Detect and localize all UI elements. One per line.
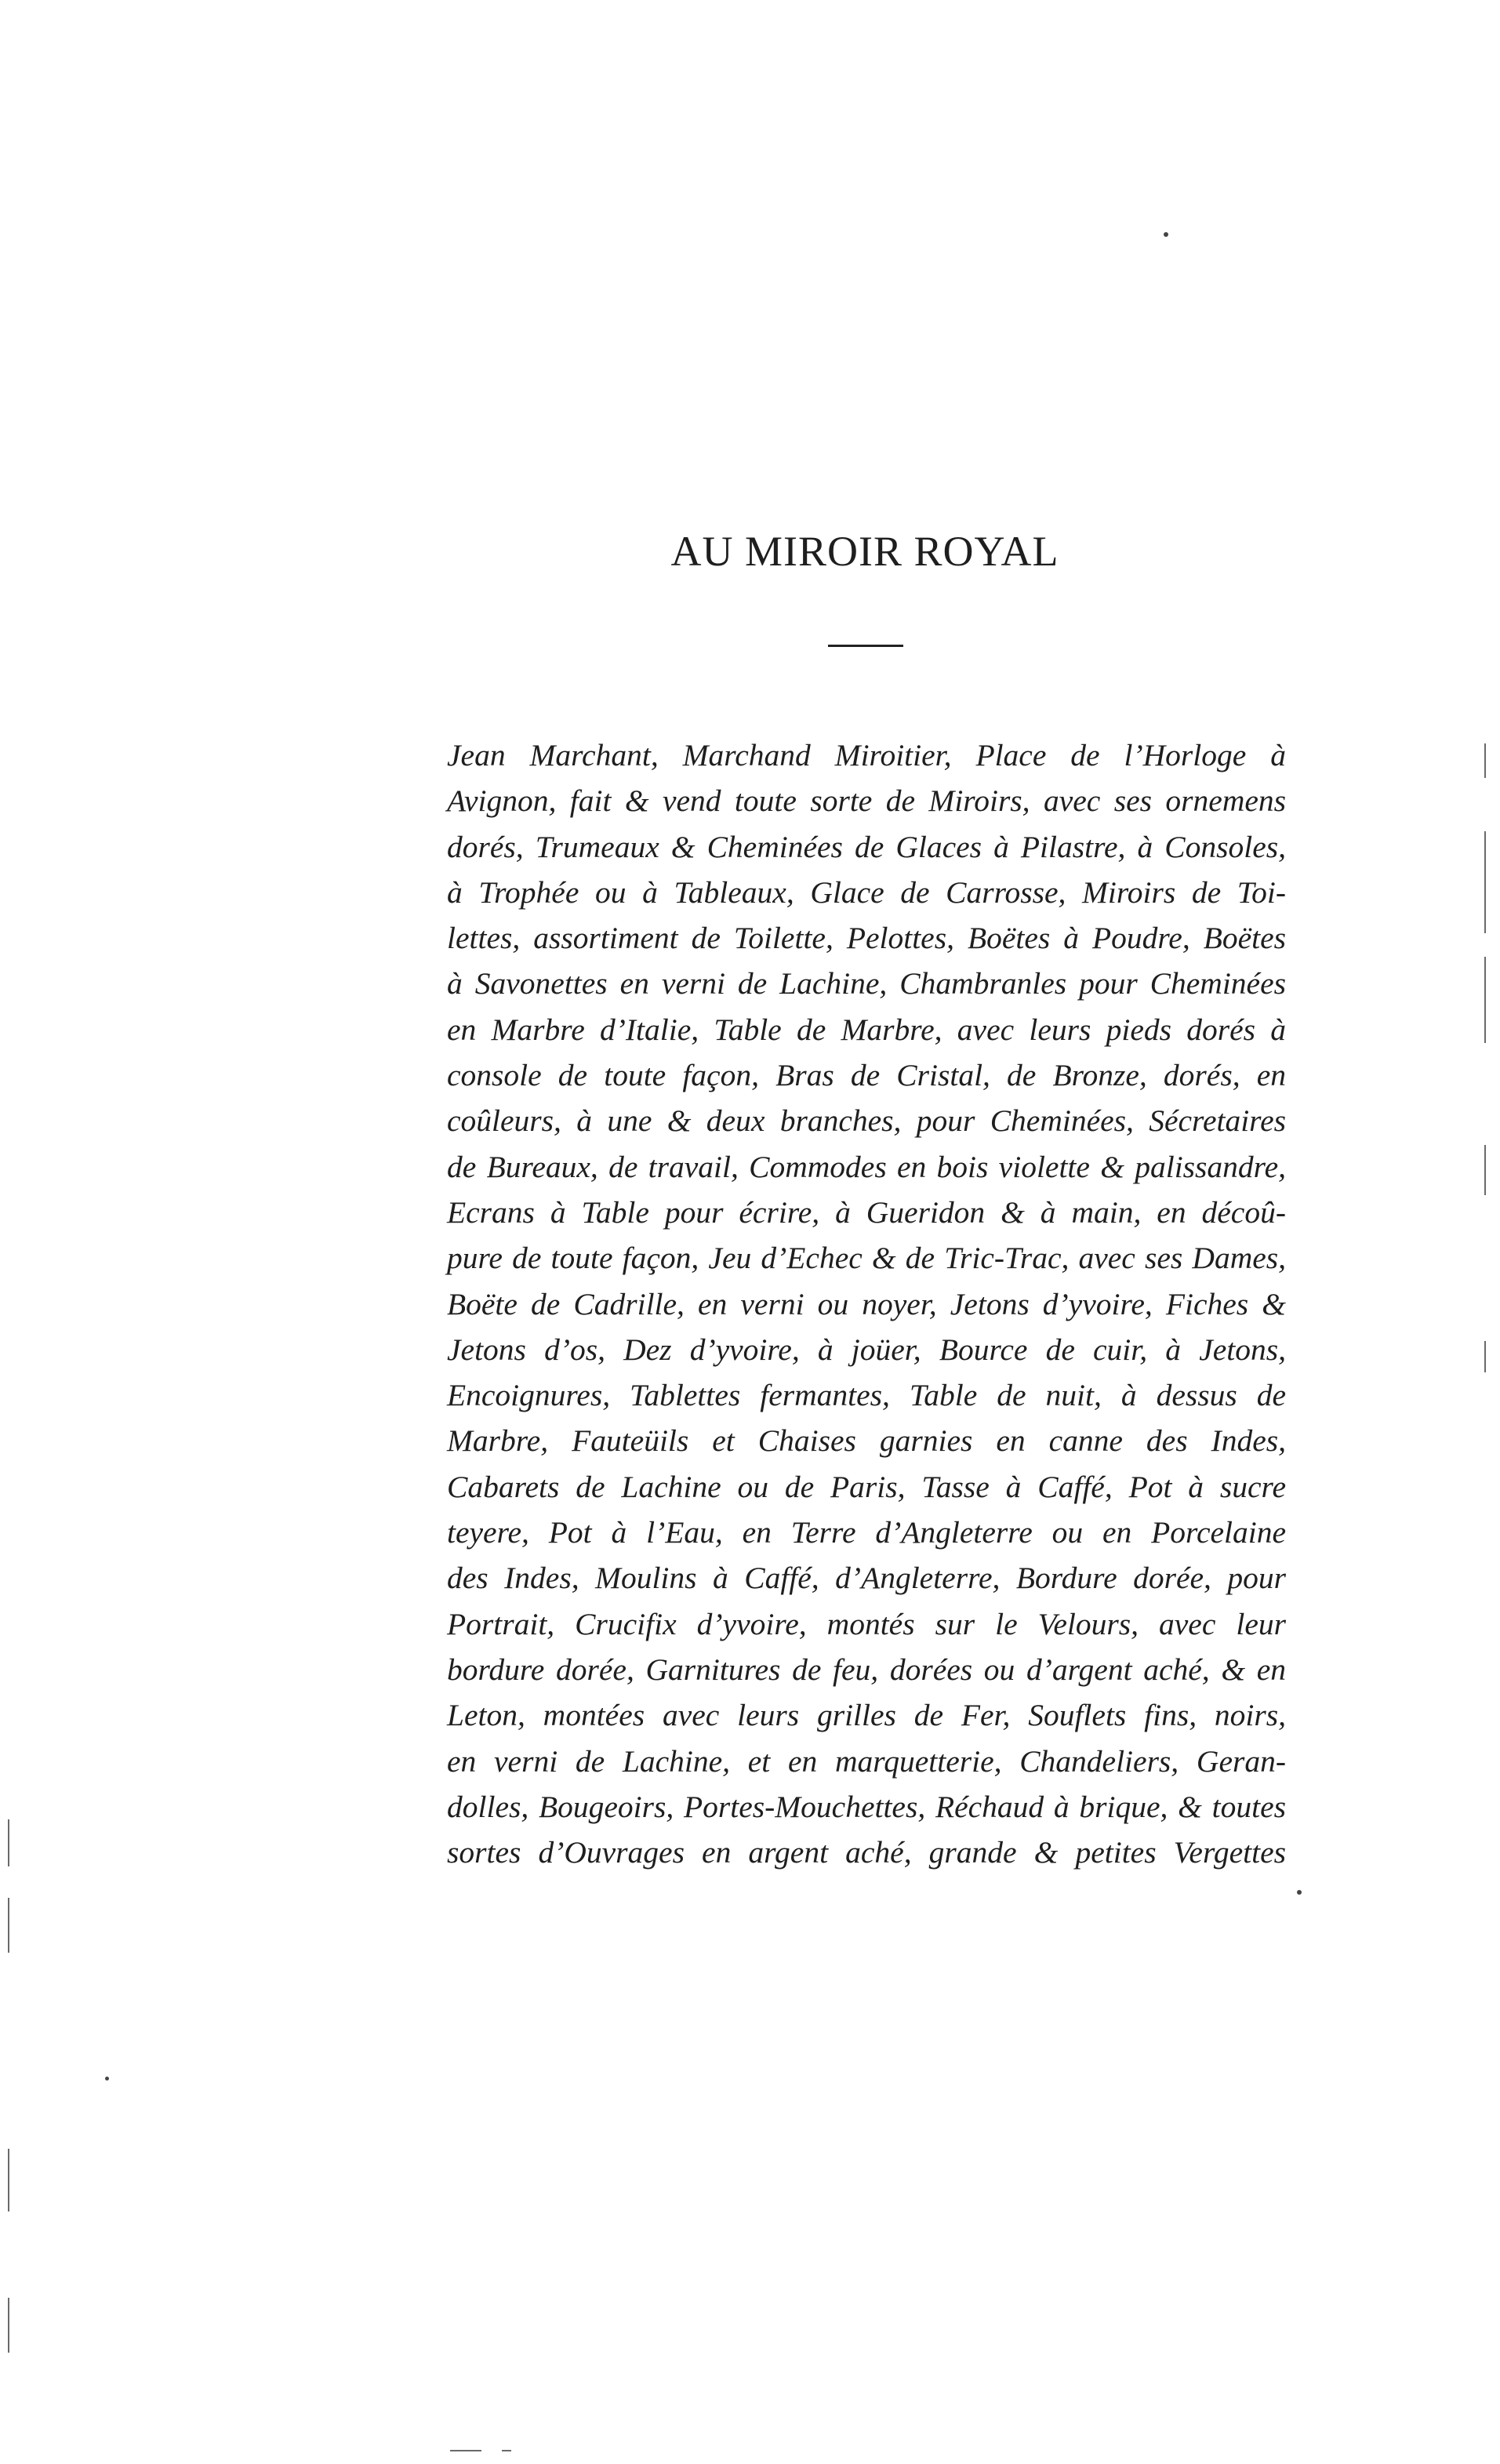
text-line: sortes d’Ouvrages en argent aché, grande & petites Vergettes [447, 1835, 1286, 1870]
scan-mark [1484, 743, 1486, 778]
text-line: dorés, Trumeaux & Cheminées de Glaces à Pilastre, à Consoles, [447, 829, 1286, 864]
scan-dot [105, 2077, 109, 2081]
text-line: Marbre, Fauteüils et Chaises garnies en canne des Indes, [447, 1423, 1286, 1459]
text-line: Ecrans à Table pour écrire, à Gueridon & à main, en décoû- [447, 1194, 1286, 1230]
text-line: en verni de Lachine, et en marquetterie, Chandeliers, Geran- [447, 1743, 1286, 1779]
text-line: à Trophée ou à Tableaux, Glace de Carrosse, Miroirs de Toi- [447, 874, 1286, 910]
page-title: AU MIROIR ROYAL [670, 528, 1059, 575]
text-line: de Bureaux, de travail, Commodes en bois violette & palissandre, [447, 1149, 1286, 1184]
text-line: Jean Marchant, Marchand Miroitier, Place de l’Horloge à [447, 738, 1286, 772]
text-line: Portrait, Crucifix d’yvoire, montés sur le Velours, avec leur [447, 1606, 1286, 1641]
text-line: Boëte de Cadrille, en verni ou noyer, Jetons d’yvoire, Fiches & [447, 1286, 1286, 1321]
text-line: lettes, assortiment de Toilette, Pelottes, Boëtes à Poudre, Boëtes [447, 921, 1286, 956]
text-line: bordure dorée, Garnitures de feu, dorées ou d’argent aché, & en [447, 1652, 1286, 1687]
scan-mark [502, 2450, 511, 2451]
scan-mark [8, 2149, 9, 2211]
scan-mark [8, 1898, 9, 1953]
scan-mark [1484, 1145, 1486, 1195]
text-line: dolles, Bougeoirs, Portes-Mouchettes, Réchaud à brique, & toutes [447, 1789, 1286, 1824]
text-line: Jetons d’os, Dez d’yvoire, à joüer, Bource de cuir, à Jetons, [447, 1332, 1286, 1367]
text-line: Leton, montées avec leurs grilles de Fer, Souflets fins, noirs, [447, 1698, 1286, 1733]
text-line: Avignon, fait & vend toute sorte de Miroirs, avec ses ornemens [447, 783, 1286, 819]
scan-mark [8, 2298, 9, 2353]
text-line: console de toute façon, Bras de Cristal, de Bronze, dorés, en [447, 1058, 1286, 1093]
text-line: Cabarets de Lachine ou de Paris, Tasse à Caffé, Pot à sucre [447, 1469, 1286, 1504]
scan-mark [1484, 831, 1486, 933]
scan-dot [1297, 1890, 1302, 1895]
text-line: pure de toute façon, Jeu d’Echec & de Tric-Trac, avec ses Dames, [447, 1241, 1286, 1276]
text-line: à Savonettes en verni de Lachine, Chambranles pour Cheminées [447, 966, 1286, 1001]
text-line: Encoignures, Tablettes fermantes, Table de nuit, à dessus de [447, 1378, 1286, 1413]
text-line: teyere, Pot à l’Eau, en Terre d’Angleterre ou en Porcelaine [447, 1515, 1286, 1550]
text-line: en Marbre d’Italie, Table de Marbre, avec leurs pieds dorés à [447, 1012, 1286, 1047]
scan-mark [8, 1819, 9, 1866]
title-divider [828, 645, 903, 647]
text-line: des Indes, Moulins à Caffé, d’Angleterre, Bordure dorée, pour [447, 1561, 1286, 1596]
text-line: coûleurs, à une & deux branches, pour Cheminées, Sécretaires [447, 1103, 1286, 1139]
scan-dot [1164, 232, 1168, 237]
advertisement-text [447, 732, 1286, 1875]
scan-mark [1484, 1341, 1486, 1372]
scan-mark [1484, 957, 1486, 1043]
scan-mark [450, 2450, 481, 2451]
